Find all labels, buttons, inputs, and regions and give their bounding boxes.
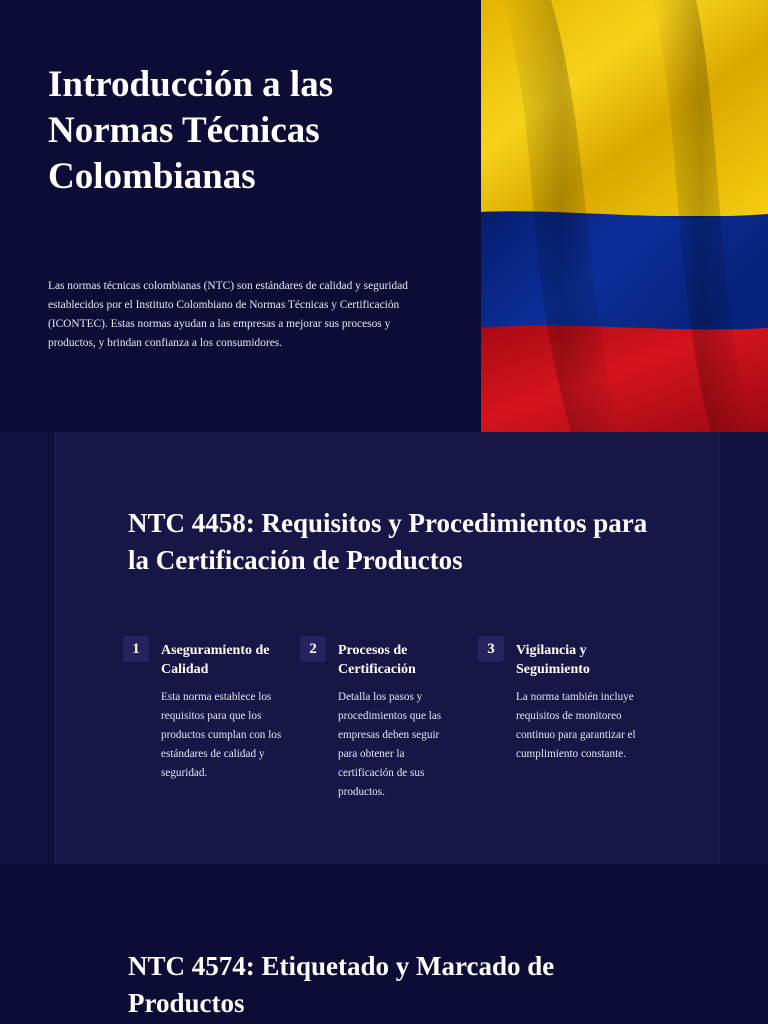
ntc4574-section — [0, 864, 768, 1024]
step-title: Aseguramiento de Calidad — [161, 643, 270, 677]
hero-description: Las normas técnicas colombianas (NTC) son estándares de calidad y seguridad establecidos por el Instituto Colombiano de Normas Técnicas y Certificación (ICONTEC). Estas normas ayudan a las empresas a mejorar sus procesos y productos, y brindan confianza a los consumidores. — [48, 280, 408, 349]
colombia-flag-image — [481, 0, 768, 432]
ntc4574-title: NTC 4574: Etiquetado y Marcado de Productos — [128, 951, 555, 1018]
step-title: Vigilancia y Seguimiento — [516, 643, 590, 677]
step-title: Procesos de Certificación — [338, 643, 416, 677]
step-description: Detalla los pasos y procedimientos que las empresas deben seguir para obtener la certificación de sus productos. — [338, 691, 442, 798]
step-number: 1 — [123, 636, 149, 662]
hero-section — [0, 0, 768, 432]
page-title: Introducción a las Normas Técnicas Colombianas — [48, 64, 334, 197]
step-number: 3 — [478, 636, 504, 662]
step-number: 2 — [300, 636, 326, 662]
step-description: La norma también incluye requisitos de monitoreo continuo para garantizar el cumplimiento constante. — [516, 691, 636, 760]
ntc4458-section — [0, 432, 768, 864]
step-description: Esta norma establece los requisitos para que los productos cumplan con los estándares de calidad y seguridad. — [161, 691, 282, 779]
ntc4458-title: NTC 4458: Requisitos y Procedimientos para la Certificación de Productos — [128, 508, 648, 575]
